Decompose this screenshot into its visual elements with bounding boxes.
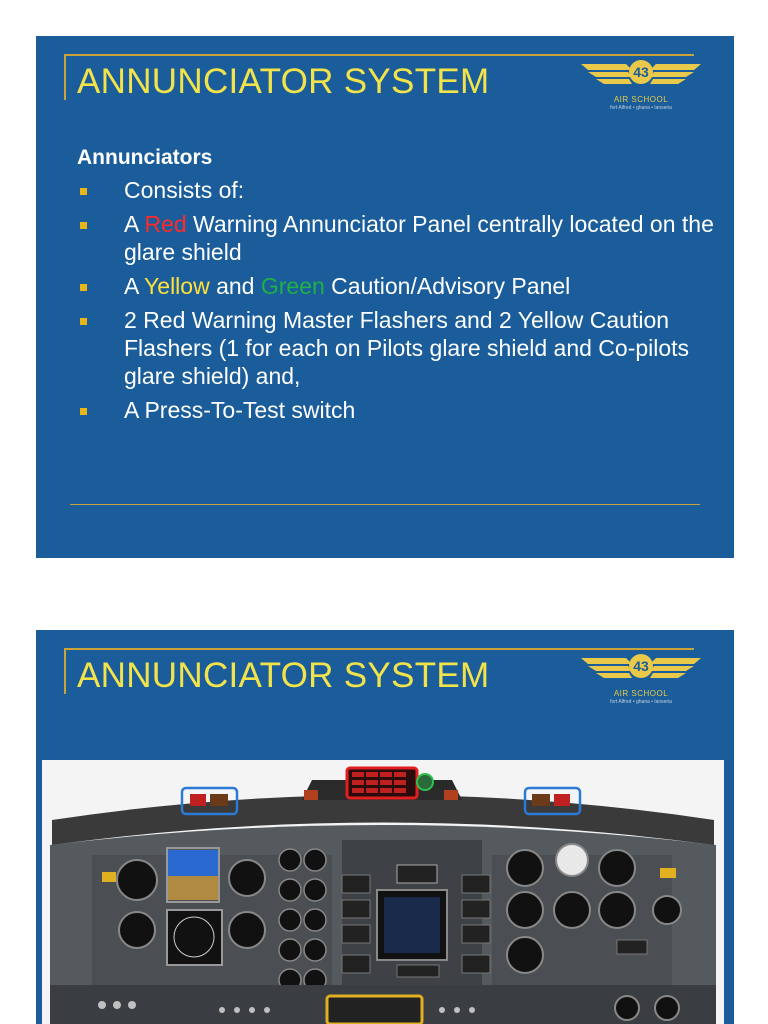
bullet-text: Green — [260, 273, 325, 299]
bullet-text: and — [209, 273, 261, 299]
logo-name: AIR SCHOOL — [613, 95, 669, 104]
bullet-item — [76, 176, 716, 204]
svg-text:43: 43 — [633, 64, 649, 80]
bullet-text: Yellow — [144, 273, 210, 299]
slide-title: ANNUNCIATOR SYSTEM — [77, 656, 490, 695]
slide-1 — [36, 36, 734, 558]
wings-logo-icon — [576, 650, 706, 690]
bullet-square-icon — [80, 188, 87, 195]
bullet-item — [76, 396, 716, 424]
air-school-logo — [576, 650, 706, 706]
title-rule-vertical — [64, 648, 66, 694]
cockpit-panel-image — [42, 760, 724, 1024]
wings-logo-icon — [576, 56, 706, 96]
cockpit-panel-illustration — [42, 760, 724, 1024]
logo-tagline: fort Alfred • ghana • lanseria — [610, 105, 672, 111]
bullet-text: A Press-To-Test switch — [124, 397, 356, 423]
bullet-text: 2 Red Warning Master Flashers and 2 Yellow Caution Flashers (1 for each on Pilots glare shield and Co-pilots glare shield) and, — [124, 307, 690, 389]
bullet-square-icon — [80, 222, 87, 229]
bullet-text: Warning Annunciator Panel centrally located on the glare shield — [124, 211, 714, 265]
bullet-item — [76, 210, 716, 266]
slide-title: ANNUNCIATOR SYSTEM — [77, 62, 490, 101]
logo-name: AIR SCHOOL — [613, 689, 669, 698]
bullet-text: Red — [144, 211, 187, 237]
bullet-list — [76, 176, 716, 430]
bullet-square-icon — [80, 284, 87, 291]
footer-rule — [70, 504, 700, 505]
bullet-text: A — [124, 211, 145, 237]
bullet-item — [76, 272, 716, 300]
bullet-text: A — [124, 273, 145, 299]
bullet-text: Consists of: — [124, 177, 245, 203]
bullet-text: Caution/Advisory Panel — [324, 273, 571, 299]
title-rule-vertical — [64, 54, 66, 100]
svg-text:43: 43 — [633, 658, 649, 674]
bullet-item — [76, 306, 716, 390]
logo-tagline: fort Alfred • ghana • lanseria — [610, 699, 672, 705]
bullet-square-icon — [80, 318, 87, 325]
air-school-logo — [576, 56, 706, 112]
slide-2 — [36, 630, 734, 1024]
bullet-square-icon — [80, 408, 87, 415]
section-heading: Annunciators — [77, 146, 213, 169]
